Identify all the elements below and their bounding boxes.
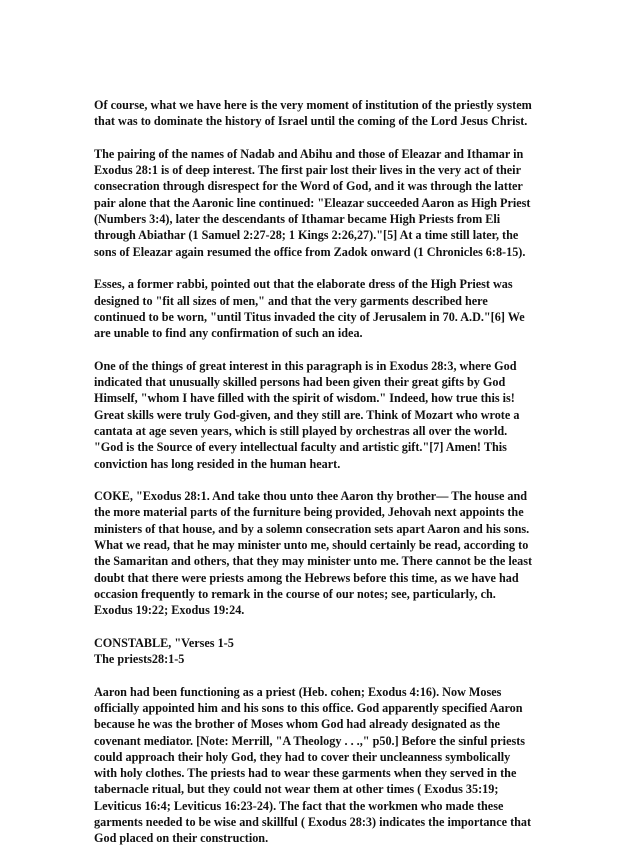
text-line: Himself, "whom I have filled with the spirit of wisdom." Indeed, how true this is! [94, 391, 515, 406]
paragraph-nadab-abihu [94, 146, 554, 260]
text-line: because he was the brother of Moses whom God had already designated as the [94, 717, 500, 732]
text-line: conviction has long resided in the human heart. [94, 456, 341, 471]
text-line: One of the things of great interest in this paragraph is in Exodus 28:3, where God [94, 358, 517, 373]
text-line: with holy clothes. The priests had to wear these garments when they served in the [94, 766, 517, 781]
text-line: The priests28:1-5 [94, 652, 185, 667]
text-line: the Samaritan and others, that they may minister unto me. There cannot be the least [94, 554, 533, 569]
text-line: tabernacle ritual, but they could not wear them at other times ( Exodus 35:19; [94, 782, 499, 797]
text-line: indicated that unusually skilled persons had been given their great gifts by God [94, 375, 506, 390]
text-line: could approach their holy God, they had to cover their uncleanness symbolically [94, 749, 511, 764]
text-line: cantata at age seven years, which is still played by orchestras all over the world. [94, 423, 508, 438]
text-line: occasion frequently to remark in the course of our notes; see, particularly, ch. [94, 586, 496, 601]
text-line: Of course, what we have here is the very moment of institution of the priestly system [94, 98, 532, 112]
paragraph-aaron-priest [94, 684, 554, 847]
paragraph-coke [94, 488, 554, 618]
text-line: that was to dominate the history of Israel until the coming of the Lord Jesus Christ. [94, 114, 528, 129]
text-line: Esses, a former rabbi, pointed out that the elaborate dress of the High Priest was [94, 277, 513, 292]
paragraph-institution [94, 97, 554, 130]
text-line: Aaron had been functioning as a priest (Heb. cohen; Exodus 4:16). Now Moses [94, 684, 502, 699]
text-line: covenant mediator. [Note: Merrill, "A Theology . . .," p50.] Before the sinful priests [94, 733, 526, 748]
text-line: Exodus 28:1 is of deep interest. The first pair lost their lives in the very act of their [94, 163, 521, 178]
text-line: (Numbers 3:4), later the descendants of Ithamar became High Priests from Eli [94, 212, 501, 227]
text-line: pair alone that the Aaronic line continued: "Eleazar succeeded Aaron as High Priest [94, 195, 531, 210]
text-line: continued to be worn, "until Titus invaded the city of Jerusalem in 70. A.D."[6] We [94, 309, 525, 324]
document-page [94, 97, 554, 863]
paragraph-skilled-persons [94, 358, 554, 472]
text-line: garments needed to be wise and skillful ( Exodus 28:3) indicates the importance that [94, 815, 532, 830]
text-line: COKE, "Exodus 28:1. And take thou unto thee Aaron thy brother— The house and [94, 489, 528, 504]
text-line: doubt that there were priests among the Hebrews before this time, as we have had [94, 570, 519, 585]
text-line: God placed on their construction. [94, 831, 269, 846]
text-line: ministers of that house, and by a solemn consecration sets apart Aaron and his sons. [94, 521, 530, 536]
text-line: The pairing of the names of Nadab and Abihu and those of Eleazar and Ithamar in [94, 146, 524, 161]
text-line: officially appointed him and his sons to this office. God apparently specified Aaron [94, 700, 523, 715]
text-line: What we read, that he may minister unto me, should certainly be read, according to [94, 538, 529, 553]
text-line: Exodus 19:22; Exodus 19:24. [94, 603, 245, 618]
text-line: Leviticus 16:4; Leviticus 16:23-24). The fact that the workmen who made these [94, 798, 504, 813]
text-line: designed to "fit all sizes of men," and that the very garments described here [94, 293, 488, 308]
paragraph-constable-heading [94, 635, 554, 668]
text-line: CONSTABLE, "Verses 1-5 [94, 635, 234, 650]
text-line: Great skills were truly God-given, and they still are. Think of Mozart who wrote a [94, 407, 520, 422]
text-line: through Abiathar (1 Samuel 2:27-28; 1 Kings 2:26,27)."[5] At a time still later, the [94, 228, 519, 243]
text-line: the more material parts of the furniture being provided, Jehovah next appoints the [94, 505, 524, 520]
text-line: sons of Eleazar again resumed the office from Zadok onward (1 Chronicles 6:8-15). [94, 244, 526, 259]
text-line: are unable to find any confirmation of such an idea. [94, 326, 363, 341]
text-line: "God is the Source of every intellectual faculty and artistic gift."[7] Amen! This [94, 440, 507, 455]
paragraph-esses [94, 276, 554, 341]
text-line: consecration through disrespect for the Word of God, and it was through the latter [94, 179, 523, 194]
